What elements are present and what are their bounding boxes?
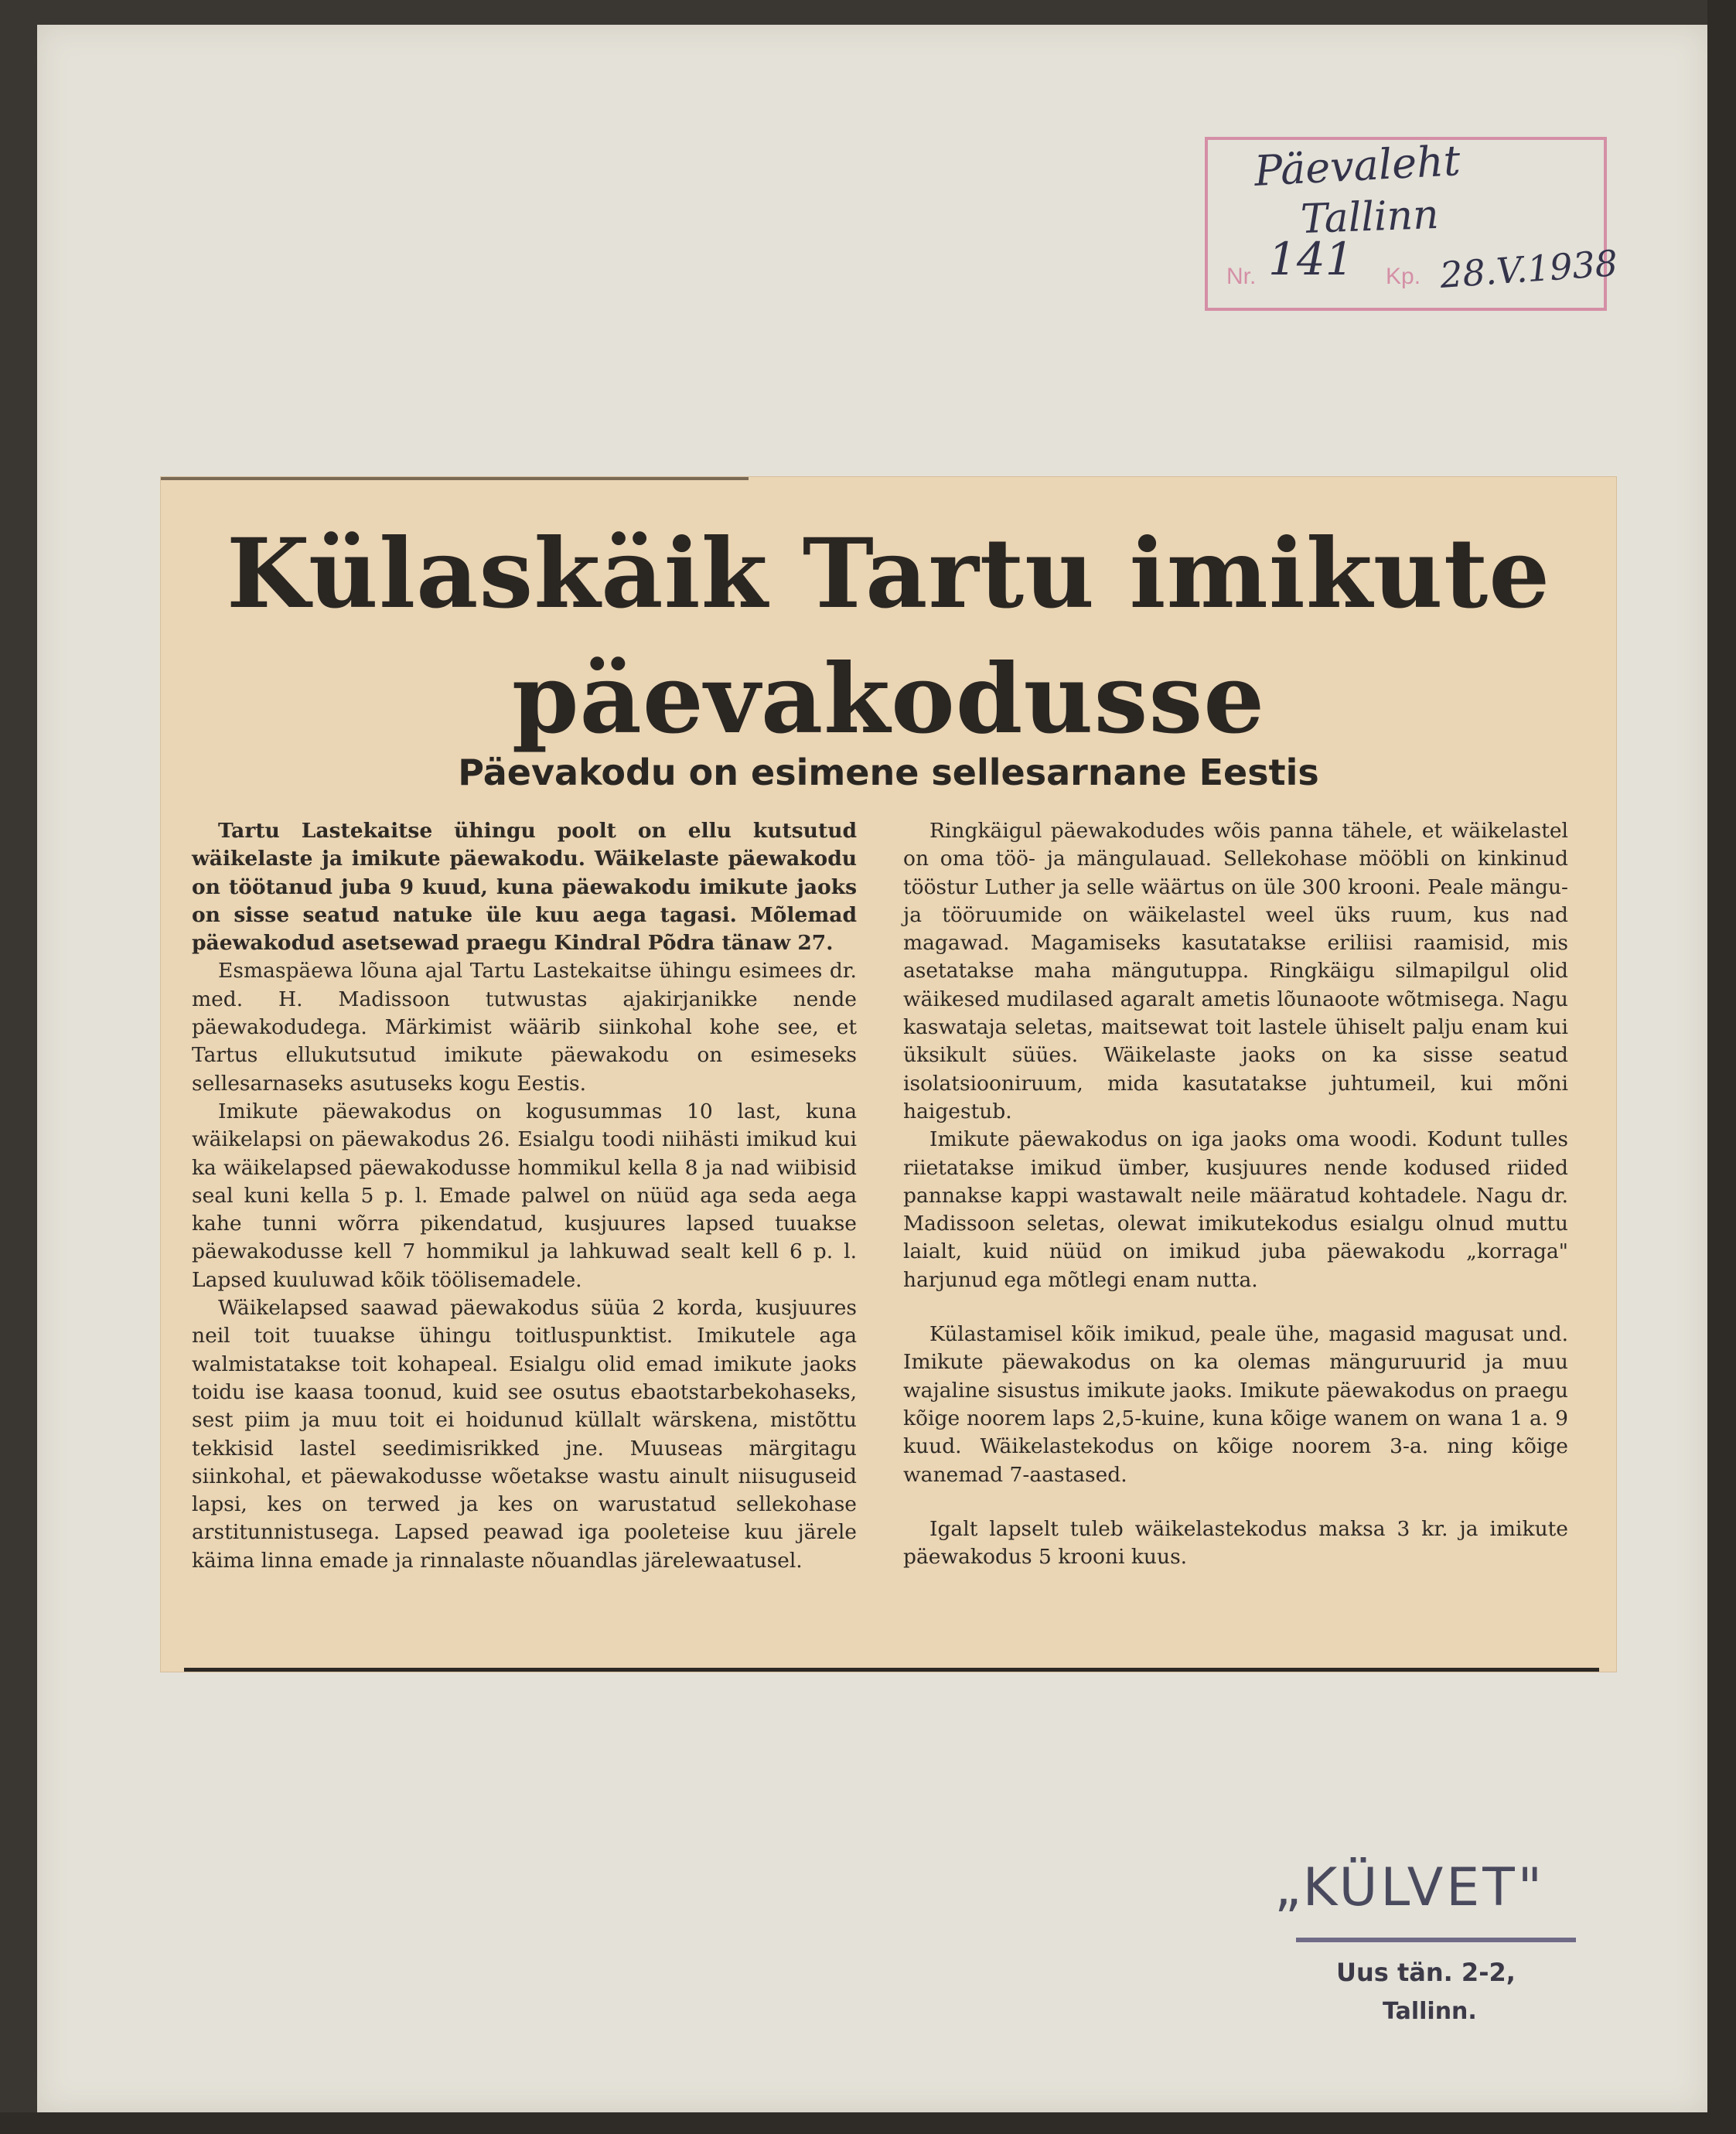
headline-line-1: Külaskäik Tartu imikute [226, 518, 1551, 630]
publisher-address: Uus tän. 2-2, [1336, 1958, 1516, 1987]
headline-line-2: päevakodusse [511, 643, 1266, 755]
handwritten-newspaper-name: Päevaleht [1253, 136, 1461, 196]
paragraph: Imikute päewakodus on iga jaoks oma woodi. Kodunt tulles riietatakse imikud ümber, kusjuures nende kodused riided pannakse kappi wastawalt neile määratud kohtadele. Nagu dr. Madissoon seletas, olewat imikutekodus esialgu olnud muttu laialt, kuid nüüd on imikud juba päewakodu „korraga" harjunud ega mõtlegi enam nutta. [903, 1127, 1568, 1292]
handwritten-issue-number: 141 [1268, 233, 1354, 285]
scan-frame-right [1707, 0, 1736, 2134]
paragraph: Wäikelapsed saawad päewakodus süüa 2 korda, kusjuures neil toit tuuakse ühingu toitluspunktist. Imikutele aga walmistatakse toit kohapeal. Esialgu olid emad imikute jaoks toidu ise kaasa toonud, kuid see osutus ebaotstarbekohaseks, sest piim ja muu toit ei hoidunud küllalt wärskena, mistõttu tekkisid lastel seedimisrikked jne. Muuseas märgitagu siinkohal, et päewakodusse wõetakse wastu ainult niisuguseid lapsi, kes on terwed ja kes on warustatud sellekohase arstitunnistusega. Lapsed peawad iga pooleteise kuu järele käima linna emade ja rinnalaste nõuandlas järelewaatusel. [192, 1296, 857, 1573]
article-column-right [903, 817, 1568, 1571]
paragraph: Tartu Lastekaitse ühingu poolt on ellu kutsutud wäikelaste ja imikute päewakodu. Wäikelaste päewakodu on töötanud juba 9 kuud, kuna päewakodu imikute jaoks on sisse seatud natuke üle kuu aega tagasi. Mõlemad päewakodud asetsewad praegu Kindral Põdra tänaw 27. [192, 819, 857, 956]
archive-stamp [1205, 136, 1619, 311]
stamp-divider [1296, 1938, 1576, 1942]
archive-sheet [37, 25, 1707, 2112]
paragraph: Imikute päewakodus on kogusummas 10 last, kuna wäikelapsi on päewakodus 26. Esialgu toodi niihästi imikud kui ka wäikelapsed päewakodusse hommikul kella 8 ja nad wiibisid seal kuni kella 5 p. l. Emade palwel on nüüd aga seda aega kahe tunni wõrra pikendatud, kusjuures lapsed tuuakse päewakodusse kell 7 hommikul ja lahkuwad sealt kell 6 p. l. Lapsed kuuluwad kõik töölisemadele. [192, 1099, 857, 1292]
paragraph: Ringkäigul päewakodudes wõis panna tähele, et wäikelastel on oma töö- ja mängulauad. Sellekohase mööbli on kinkinud tööstur Luther ja selle wäärtus on üle 300 krooni. Peale mängu- ja tööruumide on wäikelastel weel üks ruum, kus nad magawad. Magamiseks kasutatakse eriliisi raamisid, mis asetatakse maha mängutuppa. Ringkäigu silmapilgul olid wäikesed mudilased agaralt ametis lõunaoote wõtmisega. Nagu kaswataja seletas, maitsewat toit lastele ühiselt palju enam kui üksikult süües. Wäikelaste jaoks on ka sisse seatud isolatsiooniruum, mida kasutatakse juhtumeil, kui mõni haigestub. [903, 819, 1568, 1123]
article-headline [161, 512, 1616, 762]
clipping-bottom-rule [184, 1668, 1599, 1672]
paragraph: Igalt lapselt tuleb wäikelastekodus maksa 3 kr. ja imikute päewakodus 5 krooni kuus. [903, 1516, 1568, 1570]
paragraph: Külastamisel kõik imikud, peale ühe, magasid magusat und. Imikute päewakodus on ka olemas mänguruurid ja muu wajaline sisustus imikute jaoks. Imikute päewakodus on praegu kõige noorem laps 2,5-kuine, kuna kõige wanem on wana 1 a. 9 kuud. Wäikelastekodus on kõige noorem 3-a. ning kõige wanemad 7-aastased. [903, 1322, 1568, 1487]
paragraph: Esmaspäewa lõuna ajal Tartu Lastekaitse ühingu esimees dr. med. H. Madissoon tutwustas ajakirjanikke nende päewakodudega. Märkimist wäärib siinkohal kohe see, et Tartus ellukutsutud imikute päewakodu on esimeseks sellesarnaseks asutuseks kogu Eestis. [192, 959, 857, 1096]
article-subtitle: Päevakodu on esimene sellesarnane Eestis [458, 752, 1319, 793]
handwritten-date: 28.V.1938 [1438, 242, 1619, 296]
publisher-name: „KÜLVET" [1274, 1857, 1546, 1918]
newspaper-clipping [161, 477, 1616, 1672]
handwritten-city: Tallinn [1300, 191, 1440, 244]
article-column-left [192, 817, 857, 1575]
publisher-city: Tallinn. [1383, 1998, 1477, 2025]
scan-frame-bottom [0, 2112, 1736, 2134]
clipping-top-rule [161, 477, 749, 480]
publisher-stamp [1274, 1857, 1615, 2043]
stamp-label-nr: Nr. [1226, 264, 1257, 289]
stamp-label-kp: Kp. [1386, 264, 1421, 289]
